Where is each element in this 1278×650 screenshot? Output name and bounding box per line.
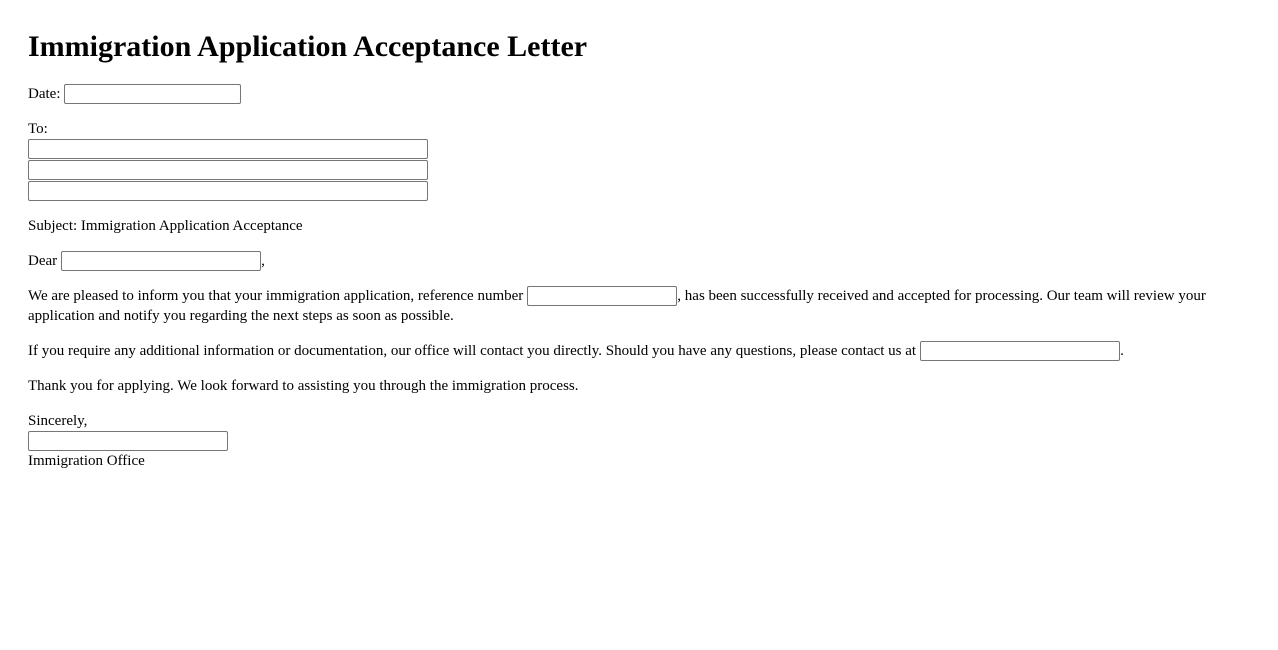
closing-label: Sincerely, xyxy=(28,413,88,429)
closing-block xyxy=(28,411,1250,471)
reference-number-input[interactable] xyxy=(527,286,677,306)
salutation-suffix: , xyxy=(261,253,265,269)
salutation-line xyxy=(28,251,1250,271)
signature-input[interactable] xyxy=(28,431,228,451)
date-input[interactable] xyxy=(64,84,241,104)
office-name: Immigration Office xyxy=(28,453,145,469)
to-label: To: xyxy=(28,121,48,137)
recipient-line-3-input[interactable] xyxy=(28,181,428,201)
paragraph-contact-after: . xyxy=(1120,343,1124,359)
date-line xyxy=(28,84,1250,104)
paragraph-contact xyxy=(28,341,1250,361)
recipient-line-1-input[interactable] xyxy=(28,139,428,159)
paragraph-acceptance xyxy=(28,286,1250,326)
paragraph-contact-before: If you require any additional information or documentation, our office will contact you directly. Should you have any questions, please contact us at xyxy=(28,343,917,359)
paragraph-thanks: Thank you for applying. We look forward to assisting you through the immigration process. xyxy=(28,378,579,394)
contact-info-input[interactable] xyxy=(920,341,1120,361)
paragraph-acceptance-after: , has been successfully received and accepted for processing. Our team will review your application and notify you regarding the next steps as soon as possible. xyxy=(28,288,1206,324)
recipient-line-2-input[interactable] xyxy=(28,160,428,180)
recipient-block xyxy=(28,119,1250,201)
recipient-name-input[interactable] xyxy=(61,251,261,271)
paragraph-acceptance-before: We are pleased to inform you that your immigration application, reference number xyxy=(28,288,524,304)
salutation-prefix: Dear xyxy=(28,253,58,269)
letter-title: Immigration Application Acceptance Letter xyxy=(28,30,588,63)
subject-line: Subject: Immigration Application Acceptance xyxy=(28,218,303,234)
date-label: Date: xyxy=(28,86,61,102)
